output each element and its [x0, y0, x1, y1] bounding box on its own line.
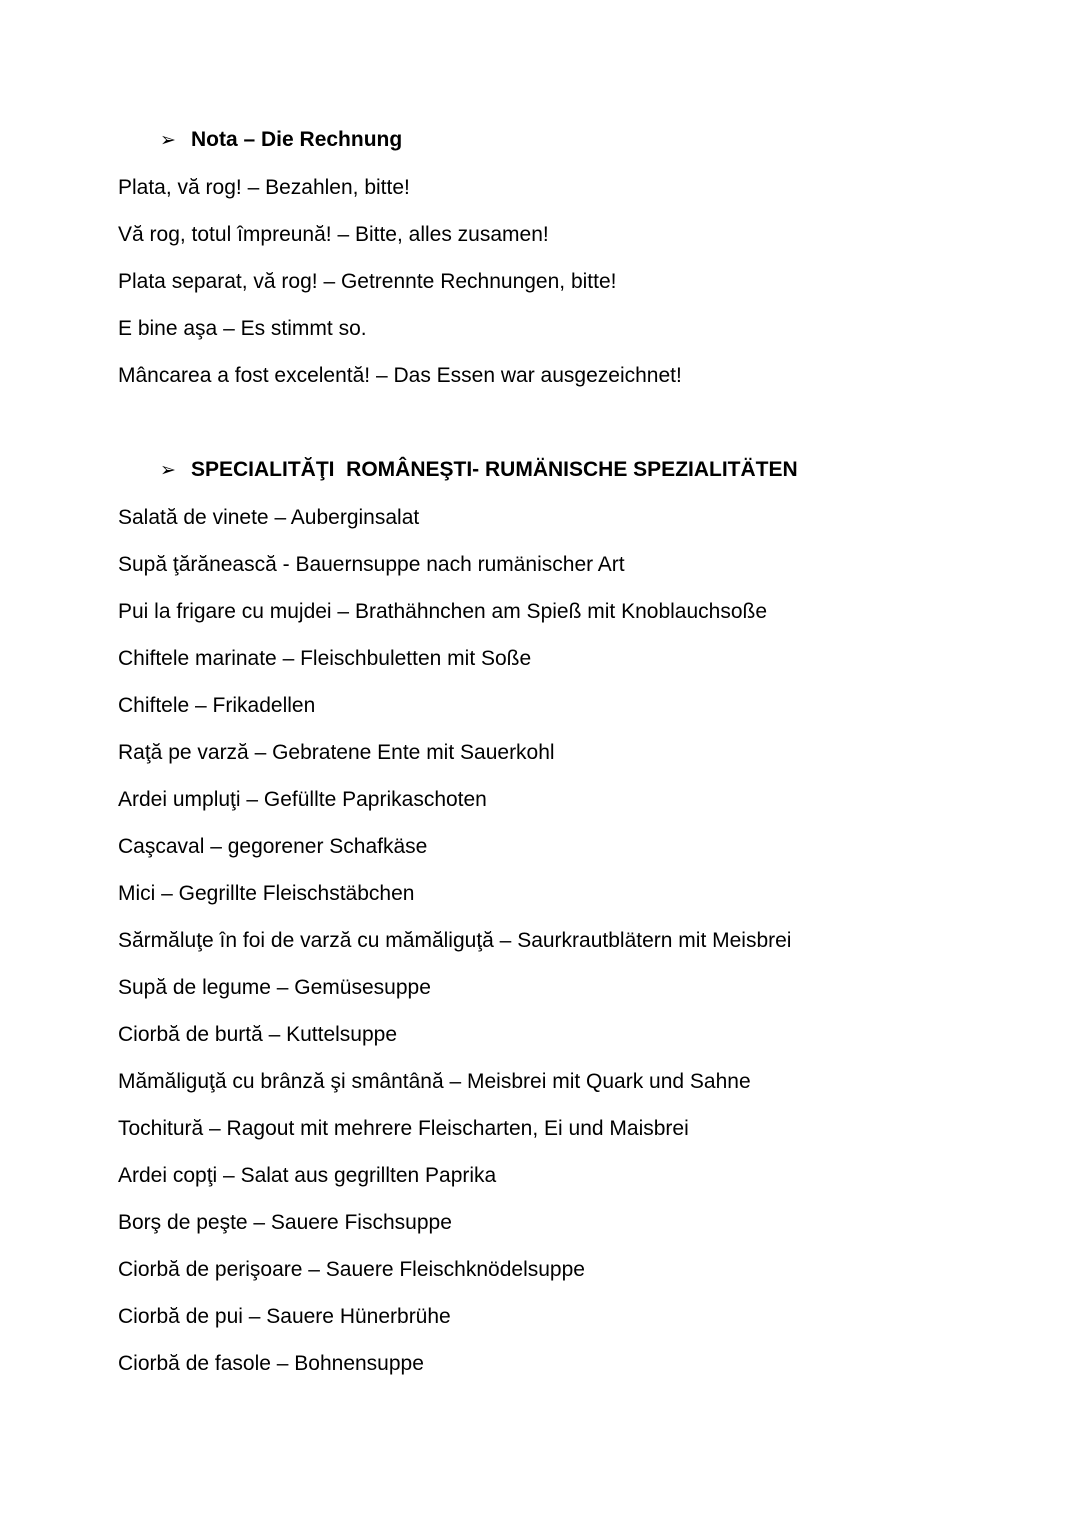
phrase-line: Pui la frigare cu mujdei – Brathähnchen am Spieß mit Knoblauchsoße	[118, 600, 768, 623]
phrase-line: Supă de legume – Gemüsesuppe	[118, 976, 431, 999]
paragraph-spacer	[118, 399, 1030, 446]
section-heading-specialitati	[118, 446, 1030, 494]
phrase-line: Sărmăluţe în foi de varză cu mămăliguţă – Saurkrautblätern mit Meisbrei	[118, 929, 792, 952]
phrase-line: Ciorbă de fasole – Bohnensuppe	[118, 1352, 424, 1375]
phrase-line: Vă rog, totul împreună! – Bitte, alles zusamen!	[118, 223, 549, 246]
phrase-line: Chiftele – Frikadellen	[118, 694, 316, 717]
phrase-line: Borş de peşte – Sauere Fischsuppe	[118, 1211, 452, 1234]
phrase-line: Ardei copţi – Salat aus gegrillten Paprika	[118, 1164, 497, 1187]
phrase-line: Ciorbă de pui – Sauere Hünerbrühe	[118, 1305, 451, 1328]
phrase-line: Salată de vinete – Auberginsalat	[118, 506, 420, 529]
phrase-line: Chiftele marinate – Fleischbuletten mit Soße	[118, 647, 532, 670]
arrow-bullet-icon: ➢	[160, 129, 176, 151]
phrase-line: Supă ţărănească - Bauernsuppe nach rumänischer Art	[118, 553, 625, 576]
section-heading-text: Nota – Die Rechnung	[191, 128, 403, 151]
section-heading-text: SPECIALITĂŢI ROMÂNEŞTI- RUMÄNISCHE SPEZIALITÄTEN	[191, 458, 798, 481]
section-heading-nota	[118, 116, 1030, 164]
phrase-line: Mămăliguţă cu brânză şi smântână – Meisbrei mit Quark und Sahne	[118, 1070, 751, 1093]
arrow-bullet-icon: ➢	[160, 459, 176, 481]
phrase-line: Caşcaval – gegorener Schafkäse	[118, 835, 428, 858]
phrase-line: Mâncarea a fost excelentă! – Das Essen war ausgezeichnet!	[118, 364, 682, 387]
phrase-line: Plata separat, vă rog! – Getrennte Rechnungen, bitte!	[118, 270, 617, 293]
phrase-line: Ciorbă de perişoare – Sauere Fleischknödelsuppe	[118, 1258, 585, 1281]
phrase-line: Mici – Gegrillte Fleischstäbchen	[118, 882, 415, 905]
phrase-line: Raţă pe varză – Gebratene Ente mit Sauerkohl	[118, 741, 555, 764]
document-content	[118, 116, 1030, 1387]
phrase-line: E bine aşa – Es stimmt so.	[118, 317, 367, 340]
phrase-line: Ardei umpluţi – Gefüllte Paprikaschoten	[118, 788, 487, 811]
phrase-line: Tochitură – Ragout mit mehrere Fleischarten, Ei und Maisbrei	[118, 1117, 689, 1140]
phrase-line: Ciorbă de burtă – Kuttelsuppe	[118, 1023, 398, 1046]
phrase-line: Plata, vă rog! – Bezahlen, bitte!	[118, 176, 410, 199]
